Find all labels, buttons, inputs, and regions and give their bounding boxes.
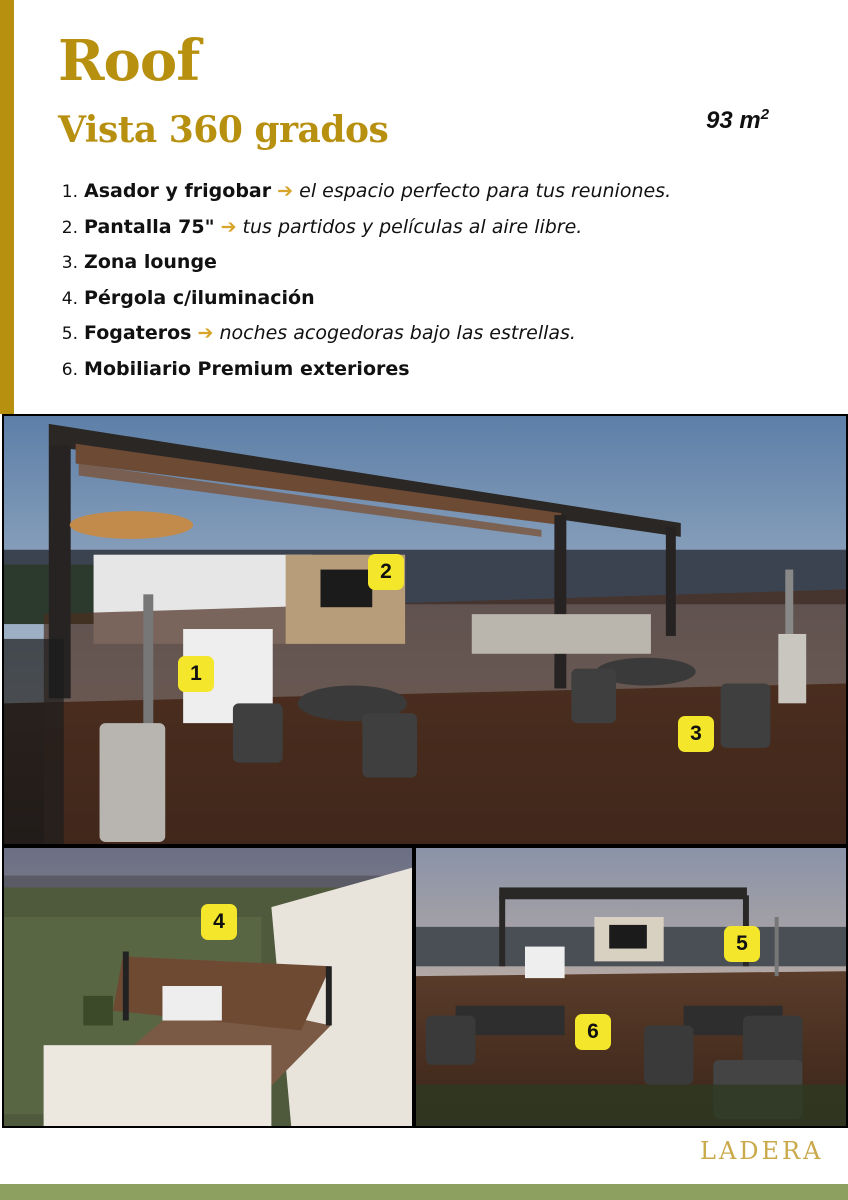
feature-number: 5. (61, 324, 78, 344)
marker-5: 5 (724, 926, 760, 962)
feature-item (58, 352, 671, 388)
feature-number: 1. (61, 182, 78, 202)
feature-description: noches acogedoras bajo las estrellas. (219, 322, 576, 344)
marker-4: 4 (201, 904, 237, 940)
marker-6: 6 (575, 1014, 611, 1050)
arrow-icon: ➔ (277, 180, 294, 202)
feature-number: 6. (61, 359, 78, 380)
marker-3: 3 (678, 716, 714, 752)
feature-list (58, 174, 671, 387)
accent-bar (0, 0, 14, 414)
feature-name: Zona lounge (84, 251, 217, 273)
feature-item (58, 281, 671, 317)
feature-number: 3. (61, 253, 78, 273)
feature-name: Pérgola c/iluminación (84, 286, 315, 309)
feature-description: el espacio perfecto para tus reuniones. (299, 180, 672, 202)
area-unit-superscript: 2 (760, 106, 770, 123)
feature-description: tus partidos y películas al aire libre. (242, 215, 583, 238)
feature-name: Fogateros (84, 322, 192, 344)
feature-item (58, 210, 671, 246)
feature-name: Pantalla 75" (84, 215, 215, 238)
feature-item (58, 316, 671, 352)
marker-2: 2 (368, 554, 404, 590)
feature-number: 4. (61, 288, 78, 309)
feature-number: 2. (61, 217, 78, 238)
feature-name: Asador y frigobar (84, 180, 272, 202)
area-label (706, 98, 769, 138)
feature-name: Mobiliario Premium exteriores (84, 357, 410, 380)
rooftop-main-photo (2, 414, 848, 846)
page-subtitle: Vista 360 grados (58, 109, 389, 151)
feature-item (58, 174, 671, 210)
footer-bar (0, 1184, 848, 1200)
arrow-icon: ➔ (220, 215, 237, 238)
brand-logo: LADERA (700, 1137, 824, 1165)
rooftop-dusk-photo (414, 846, 848, 1128)
page-title: Roof (58, 28, 200, 94)
rooftop-aerial-photo (2, 846, 414, 1128)
marker-1: 1 (178, 656, 214, 692)
feature-item (58, 245, 671, 281)
arrow-icon: ➔ (197, 322, 214, 344)
area-value: 93 m (706, 107, 761, 134)
